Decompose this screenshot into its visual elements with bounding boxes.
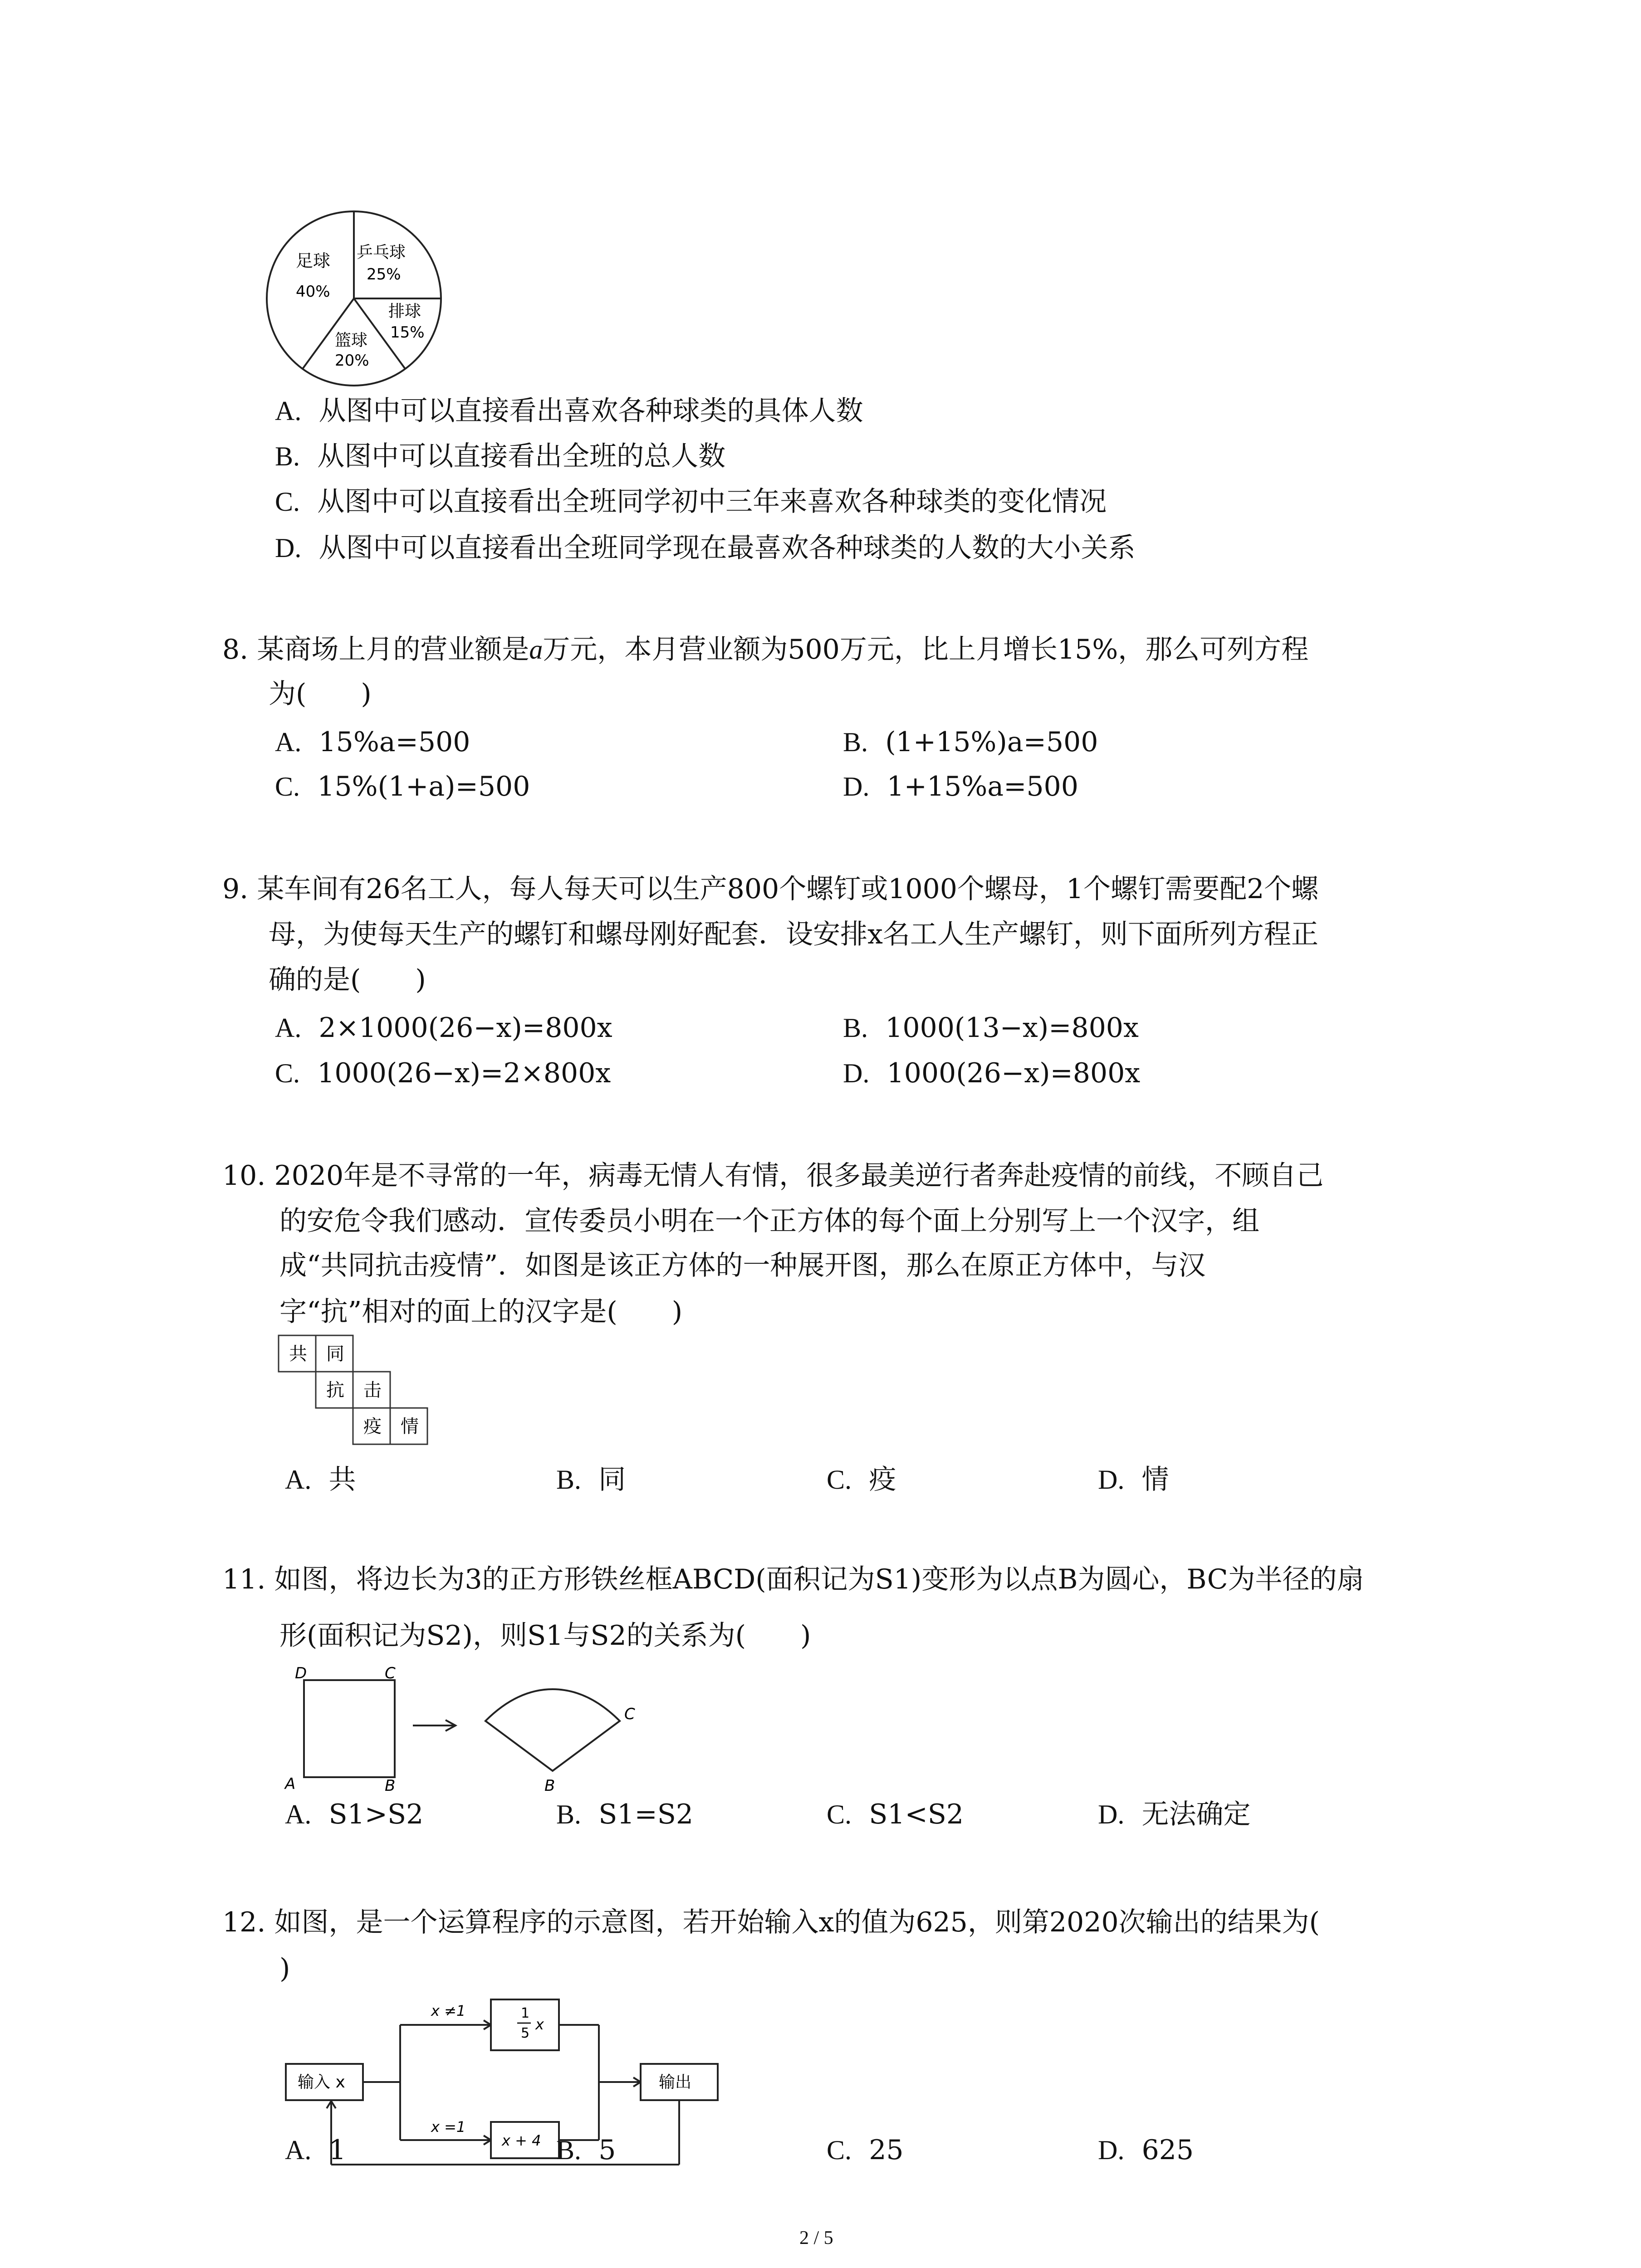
- frac-numerator: 1: [521, 2005, 530, 2021]
- net-char-3: 抗: [326, 1380, 344, 1401]
- pie-chart: [263, 208, 445, 389]
- page-number: 2 / 5: [799, 2228, 833, 2248]
- q11-stem-line2: 形(面积记为S2)，则S1与S2的关系为( ): [279, 1620, 811, 1652]
- q12-stem-line1: 12. 如图，是一个运算程序的示意图，若开始输入x的值为625，则第2020次输出的结果为(: [222, 1906, 1320, 1938]
- q10-option-d[interactable]: D. 情: [1098, 1464, 1169, 1496]
- label-c-sector: C: [624, 1705, 635, 1723]
- q9-stem-line3: 确的是( ): [269, 964, 426, 996]
- q10-option-b[interactable]: B. 同: [556, 1464, 626, 1496]
- q10-option-c[interactable]: C. 疫: [827, 1464, 896, 1496]
- q7-option-c[interactable]: C. 从图中可以直接看出全班同学初中三年来喜欢各种球类的变化情况: [275, 486, 1107, 518]
- q7-option-d[interactable]: D. 从图中可以直接看出全班同学现在最喜欢各种球类的人数的大小关系: [275, 532, 1136, 564]
- q12-number: 12.: [222, 1906, 266, 1938]
- cube-net-figure: [277, 1334, 431, 1452]
- q11-option-a[interactable]: A. S1>S2: [285, 1799, 424, 1830]
- q10-option-a[interactable]: A. 共: [285, 1464, 356, 1496]
- q10-stem-line2: 的安危令我们感动．宣传委员小明在一个正方体的每个面上分别写上一个汉字，组: [279, 1205, 1259, 1237]
- label-b: B: [385, 1777, 396, 1793]
- pie-label-football: 足球: [296, 251, 331, 271]
- q12-option-c[interactable]: C. 25: [827, 2134, 904, 2166]
- q7-option-b[interactable]: B. 从图中可以直接看出全班的总人数: [275, 440, 726, 472]
- frac-denominator: 5: [521, 2025, 530, 2041]
- label-b-sector: B: [544, 1777, 555, 1793]
- q12-option-b[interactable]: B. 5: [556, 2134, 616, 2166]
- q7-option-a[interactable]: A. 从图中可以直接看出喜欢各种球类的具体人数: [275, 395, 863, 427]
- label-a: A: [285, 1775, 296, 1793]
- q10-stem-line4: 字“抗”相对的面上的汉字是( ): [279, 1296, 683, 1328]
- q12-option-d[interactable]: D. 625: [1098, 2134, 1194, 2166]
- net-char-6: 情: [401, 1416, 419, 1437]
- q11-option-d[interactable]: D. 无法确定: [1098, 1799, 1251, 1830]
- q8-option-d[interactable]: D. 1+15%a=500: [843, 771, 1078, 802]
- add-box-label: x + 4: [502, 2132, 541, 2149]
- q8-option-a[interactable]: A. 15%a=500: [275, 726, 470, 758]
- q10-stem-line1: 10. 2020年是不寻常的一年，病毒无情人有情，很多最美逆行者奔赴疫情的前线，不顾自己: [222, 1160, 1324, 1192]
- q8-option-c[interactable]: C. 15%(1+a)=500: [275, 771, 530, 802]
- square-to-sector-figure: [281, 1666, 653, 1793]
- square-abcd: [304, 1680, 395, 1777]
- q9-option-d[interactable]: D. 1000(26−x)=800x: [843, 1057, 1141, 1089]
- q10-stem-line3: 成“共同抗击疫情”．如图是该正方体的一种展开图，那么在原正方体中，与汉: [279, 1250, 1206, 1281]
- q10-number: 10.: [222, 1160, 266, 1192]
- q9-stem-line2: 母，为使每天生产的螺钉和螺母刚好配套．设安排x名工人生产螺钉，则下面所列方程正: [269, 919, 1318, 950]
- q8-stem-line1: 8. 某商场上月的营业额是a万元，本月营业额为500万元，比上月增长15%，那么可列方程: [222, 634, 1309, 665]
- net-char-2: 同: [326, 1344, 344, 1364]
- q12-stem-line2: ): [279, 1953, 290, 1984]
- q12-option-a[interactable]: A. 1: [285, 2134, 346, 2166]
- pie-pct-pingpong: 25%: [367, 265, 401, 284]
- input-box-label: 输入 x: [298, 2073, 345, 2092]
- pie-label-basketball: 篮球: [335, 331, 368, 350]
- pie-label-pingpong: 乒乓球: [357, 243, 406, 262]
- net-char-1: 共: [289, 1344, 307, 1364]
- flowchart-figure: [281, 1996, 735, 2168]
- label-c: C: [385, 1666, 396, 1682]
- pie-pct-football: 40%: [296, 283, 330, 301]
- q9-option-c[interactable]: C. 1000(26−x)=2×800x: [275, 1057, 611, 1089]
- q11-option-c[interactable]: C. S1<S2: [827, 1799, 964, 1830]
- sector-b: [485, 1689, 620, 1771]
- pie-label-volleyball: 排球: [388, 302, 421, 321]
- q9-stem-line1: 9. 某车间有26名工人，每人每天可以生产800个螺钉或1000个螺母，1个螺钉需要配2个螺: [222, 873, 1319, 905]
- cond-bottom-label: x =1: [431, 2118, 466, 2136]
- net-char-4: 击: [363, 1380, 382, 1401]
- frac-variable: x: [535, 2016, 544, 2033]
- cond-top-label: x ≠1: [431, 2002, 466, 2019]
- q9-option-a[interactable]: A. 2×1000(26−x)=800x: [275, 1012, 612, 1044]
- output-box-label: 输出: [659, 2073, 692, 2092]
- pie-pct-volleyball: 15%: [390, 323, 425, 342]
- q11-number: 11.: [222, 1564, 266, 1595]
- q11-stem-line1: 11. 如图，将边长为3的正方形铁丝框ABCD(面积记为S1)变形为以点B为圆心，BC为半径的扇: [222, 1564, 1364, 1595]
- q9-option-b[interactable]: B. 1000(13−x)=800x: [843, 1012, 1139, 1044]
- q9-number: 9.: [222, 873, 249, 905]
- net-char-5: 疫: [363, 1416, 382, 1437]
- q8-stem-line2: 为( ): [269, 678, 372, 710]
- pie-pct-basketball: 20%: [335, 352, 369, 370]
- q11-option-b[interactable]: B. S1=S2: [556, 1799, 694, 1830]
- q8-number: 8.: [222, 634, 249, 665]
- label-d: D: [295, 1666, 307, 1682]
- q8-option-b[interactable]: B. (1+15%)a=500: [843, 726, 1098, 758]
